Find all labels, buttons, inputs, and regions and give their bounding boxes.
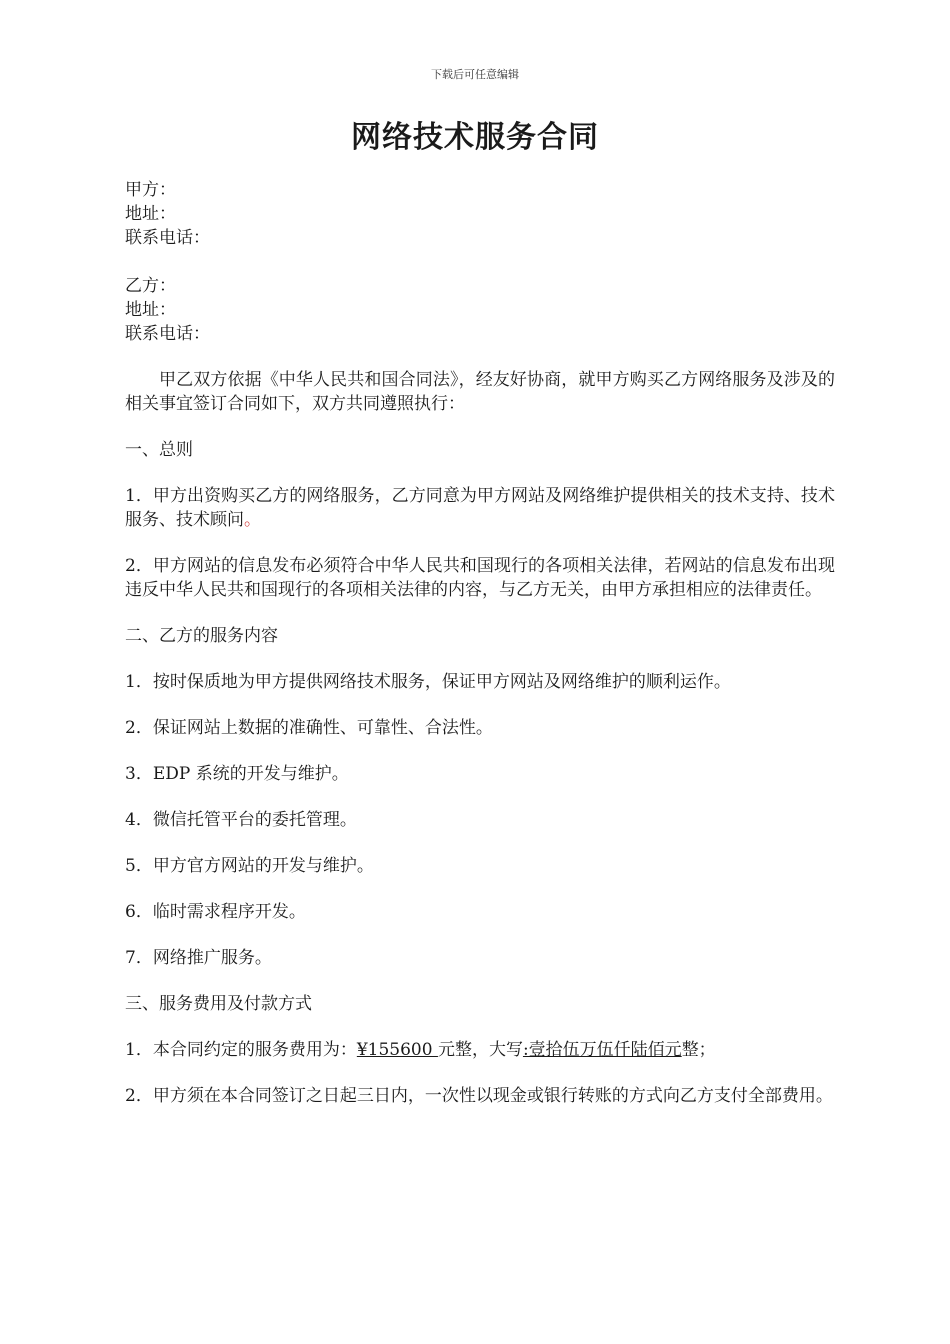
section-3-item-2: 2．甲方须在本合同签订之日起三日内，一次性以现金或银行转账的方式向乙方支付全部费用。 (125, 1086, 833, 1106)
section-2-item-7: 7．网络推广服务。 (125, 948, 272, 968)
party-a-address-label: 地址： (125, 204, 176, 224)
section-2-item-3: 3．EDP 系统的开发与维护。 (125, 764, 349, 784)
party-b-phone-label: 联系电话： (125, 324, 210, 344)
section-2-item-2: 2．保证网站上数据的准确性、可靠性、合法性。 (125, 718, 493, 738)
fee-amount-words: :壹拾伍万伍仟陆佰元 (522, 1040, 682, 1060)
section-1-item-2: 2．甲方网站的信息发布必须符合中华人民共和国现行的各项相关法律，若网站的信息发布出现违反中华人民共和国现行的各项相关法律的内容，与乙方无关，由甲方承担相应的法律责任。 (125, 556, 835, 600)
document-title: 网络技术服务合同 (351, 120, 599, 155)
section-2-item-5: 5．甲方官方网站的开发与维护。 (125, 856, 374, 876)
fee-amount: ¥155600 (356, 1040, 438, 1060)
party-b-label: 乙方： (125, 276, 176, 296)
section-2-item-4: 4．微信托管平台的委托管理。 (125, 810, 357, 830)
section-3-heading: 三、服务费用及付款方式 (125, 994, 312, 1014)
intro-paragraph: 甲乙双方依据《中华人民共和国合同法》，经友好协商，就甲方购买乙方网络服务及涉及的相关事宜签订合同如下，双方共同遵照执行： (125, 370, 835, 414)
party-a-label: 甲方： (125, 180, 176, 200)
section-2-item-1: 1．按时保质地为甲方提供网络技术服务，保证甲方网站及网络维护的顺利运作。 (125, 672, 731, 692)
section-1-heading: 一、总则 (125, 440, 193, 460)
section-3-item-1: 1．本合同约定的服务费用为：¥155600 元整，大写:壹拾伍万伍仟陆佰元整； (125, 1040, 716, 1060)
party-b-address-label: 地址： (125, 300, 176, 320)
header-note: 下载后可任意编辑 (431, 68, 519, 81)
section-1-item-1: 1．甲方出资购买乙方的网络服务，乙方同意为甲方网站及网络维护提供相关的技术支持、技术服务、技术顾问。 (125, 486, 835, 530)
document-body (125, 178, 835, 1108)
section-2-item-6: 6．临时需求程序开发。 (125, 902, 306, 922)
party-a-phone-label: 联系电话： (125, 228, 210, 248)
section-2-heading: 二、乙方的服务内容 (125, 626, 278, 646)
